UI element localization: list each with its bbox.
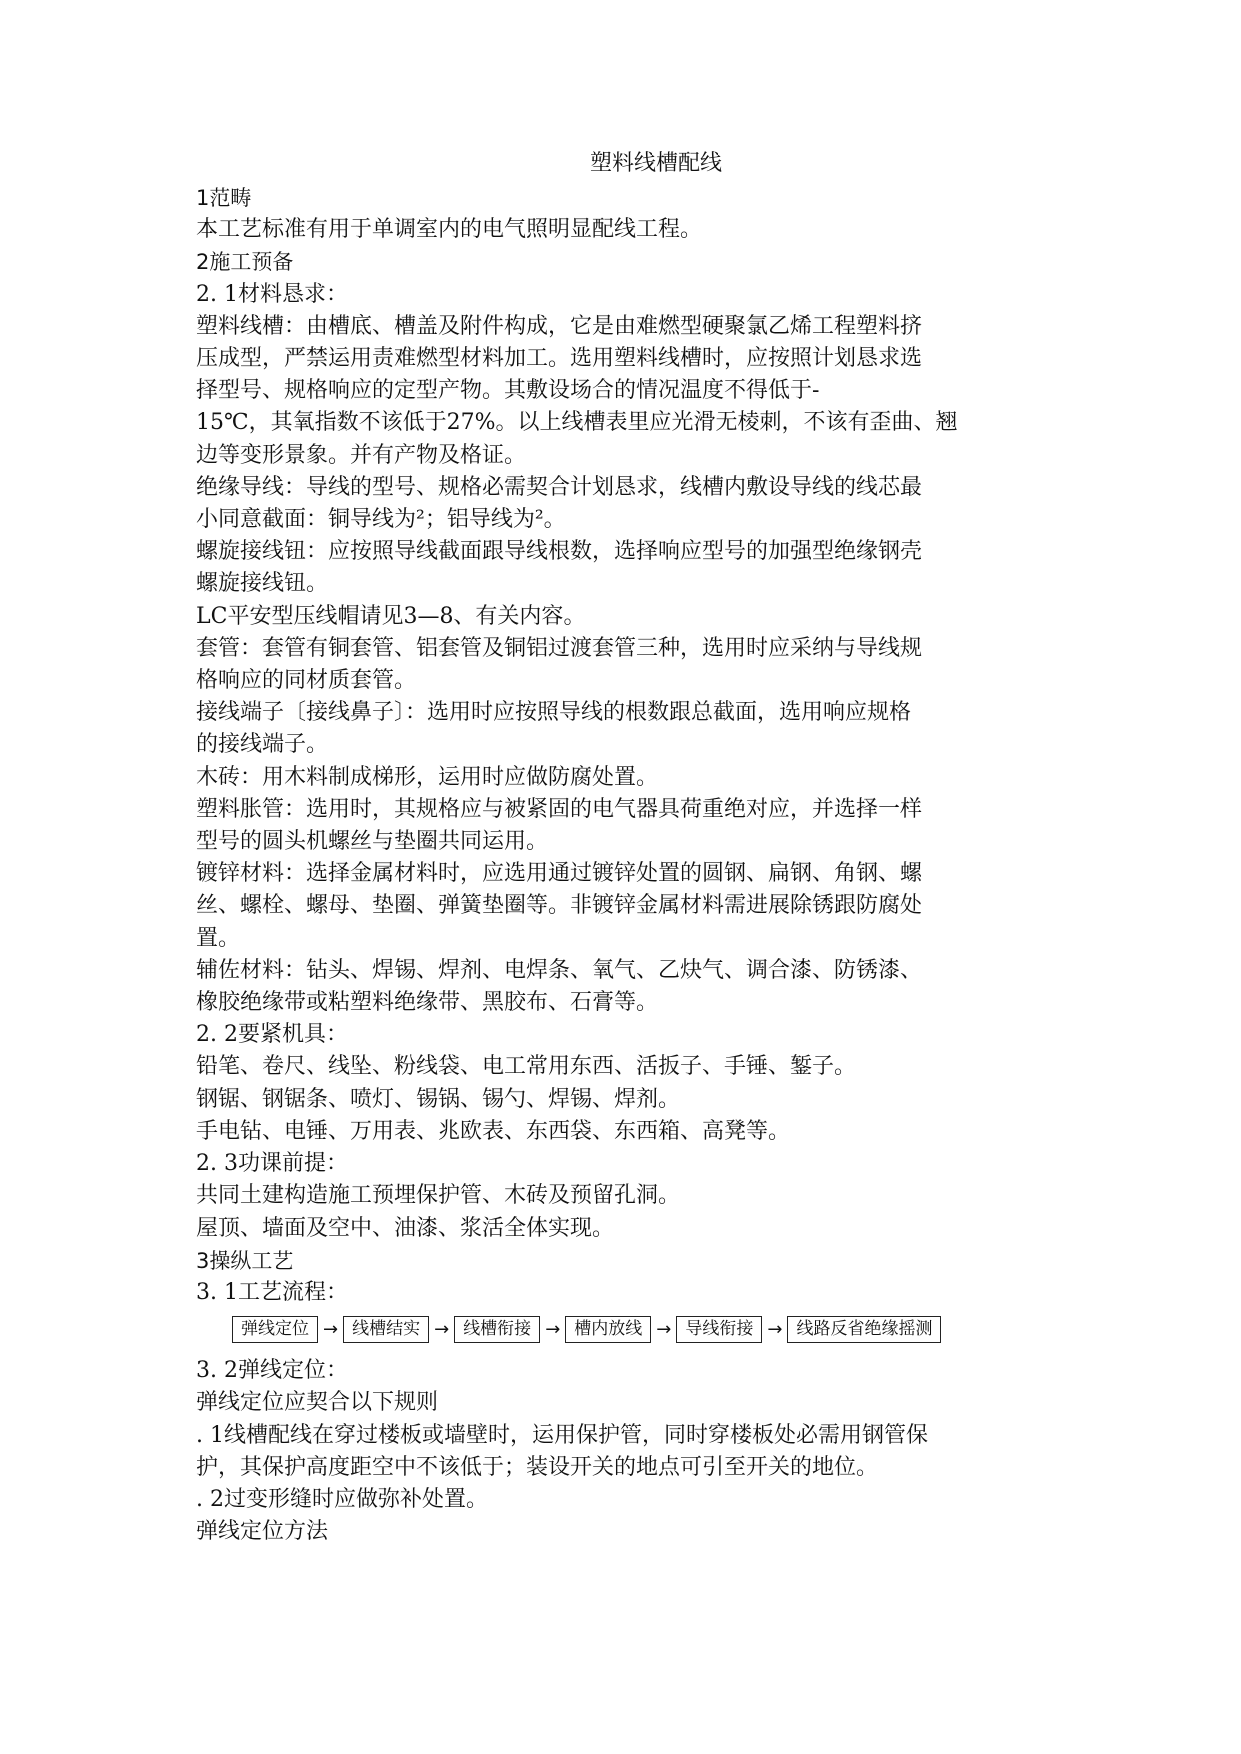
flow-step-box: 线槽衔接 bbox=[454, 1316, 540, 1343]
text-line: 择型号、规格响应的定型产物。其敷设场合的情况温度不得低于- bbox=[196, 378, 820, 404]
text-line: 塑料线槽：由槽底、槽盖及附件构成，它是由难燃型硬聚氯乙烯工程塑料挤 bbox=[196, 313, 923, 339]
text-line: 丝、螺栓、螺母、垫圈、弹簧垫圈等。非镀锌金属材料需进展除锈跟防腐处 bbox=[196, 893, 923, 919]
text-line: 手电钻、电锤、万用表、兆欧表、东西袋、东西箱、高凳等。 bbox=[196, 1118, 791, 1144]
text-line: 橡胶绝缘带或粘塑料绝缘带、黑胶布、石膏等。 bbox=[196, 990, 659, 1016]
text-line: 辅佐材料：钻头、焊锡、焊剂、电焊条、氧气、乙炔气、调合漆、防锈漆、 bbox=[196, 957, 923, 983]
text-line: 2. 2要紧机具： bbox=[196, 1022, 348, 1048]
text-line: 塑料胀管：选用时，其规格应与被紧固的电气器具荷重绝对应，并选择一样 bbox=[196, 796, 923, 822]
section-heading: 1范畴 bbox=[196, 186, 252, 210]
flow-arrow-icon: → bbox=[434, 1318, 450, 1340]
text-line: 屋顶、墙面及空中、油漆、浆活全体实现。 bbox=[196, 1215, 615, 1241]
flow-step-box: 线槽结实 bbox=[343, 1316, 429, 1343]
document-title: 塑料线槽配线 bbox=[589, 151, 722, 176]
flow-arrow-icon: → bbox=[323, 1318, 339, 1340]
document-page bbox=[196, 148, 1056, 1548]
text-line: 压成型，严禁运用责难燃型材料加工。选用塑料线槽时，应按照计划恳求选 bbox=[196, 346, 923, 372]
text-line: 的接线端子。 bbox=[196, 732, 329, 758]
text-line: 15℃，其氧指数不该低于27%。以上线槽表里应光滑无棱刺，不该有歪曲、翘 bbox=[196, 410, 958, 436]
text-line: 钢锯、钢锯条、喷灯、锡锅、锡勺、焊锡、焊剂。 bbox=[196, 1086, 681, 1112]
flow-arrow-icon: → bbox=[545, 1318, 561, 1340]
flow-step-box: 槽内放线 bbox=[565, 1316, 651, 1343]
text-line: 本工艺标准有用于单调室内的电气照明显配线工程。 bbox=[196, 217, 703, 243]
text-line: 3. 2弹线定位： bbox=[196, 1358, 348, 1384]
text-line: 镀锌材料：选择金属材料时，应选用通过镀锌处置的圆钢、扁钢、角钢、螺 bbox=[196, 861, 923, 887]
text-line: 接线端子〔接线鼻子〕：选用时应按照导线的根数跟总截面，选用响应规格 bbox=[196, 700, 912, 726]
text-line: 护，其保护高度距空中不该低于；装设开关的地点可引至开关的地位。 bbox=[196, 1454, 879, 1480]
text-line: 绝缘导线：导线的型号、规格必需契合计划恳求，线槽内敷设导线的线芯最 bbox=[196, 474, 923, 500]
text-line: 2. 1材料恳求： bbox=[196, 281, 348, 307]
text-line: 螺旋接线钮：应按照导线截面跟导线根数，选择响应型号的加强型绝缘钢壳 bbox=[196, 539, 923, 565]
text-line: 弹线定位应契合以下规则 bbox=[196, 1390, 439, 1416]
text-line: 套管：套管有铜套管、铝套管及铜铝过渡套管三种，选用时应采纳与导线规 bbox=[196, 635, 923, 661]
text-line: 2. 3功课前提： bbox=[196, 1151, 348, 1177]
section-heading: 3操纵工艺 bbox=[196, 1248, 294, 1273]
text-line: 木砖：用木料制成梯形，运用时应做防腐处置。 bbox=[196, 764, 659, 790]
flow-step-box: 弹线定位 bbox=[232, 1316, 318, 1343]
body-text-section-b bbox=[196, 1355, 1056, 1548]
body-text-section-a bbox=[196, 182, 1056, 1309]
flow-step-box: 导线衔接 bbox=[676, 1316, 762, 1343]
text-line: 格响应的同材质套管。 bbox=[196, 668, 417, 694]
text-line: 弹线定位方法 bbox=[196, 1519, 329, 1545]
flow-arrow-icon: → bbox=[656, 1318, 672, 1340]
flow-step-box: 线路反省绝缘摇测 bbox=[787, 1316, 941, 1343]
text-line: 3. 1工艺流程： bbox=[196, 1279, 348, 1305]
flow-arrow-icon: → bbox=[767, 1318, 783, 1340]
section-heading: 2施工预备 bbox=[196, 250, 294, 275]
text-line: 置。 bbox=[196, 925, 241, 951]
text-line: LC平安型压线帽请见3—8、有关内容。 bbox=[196, 603, 586, 629]
process-flowchart bbox=[232, 1311, 1056, 1347]
text-line: 共同土建构造施工预埋保护管、木砖及预留孔洞。 bbox=[196, 1183, 681, 1209]
text-line: . 1线槽配线在穿过楼板或墙壁时，运用保护管，同时穿楼板处必需用钢管保 bbox=[196, 1422, 928, 1448]
text-line: 小同意截面：铜导线为²；铝导线为²。 bbox=[196, 507, 566, 533]
text-line: 型号的圆头机螺丝与垫圈共同运用。 bbox=[196, 829, 549, 855]
text-line: . 2过变形缝时应做弥补处置。 bbox=[196, 1486, 488, 1512]
text-line: 铅笔、卷尺、线坠、粉线袋、电工常用东西、活扳子、手锤、錾子。 bbox=[196, 1054, 857, 1080]
text-line: 螺旋接线钮。 bbox=[196, 571, 329, 597]
text-line: 边等变形景象。并有产物及格证。 bbox=[196, 442, 527, 468]
